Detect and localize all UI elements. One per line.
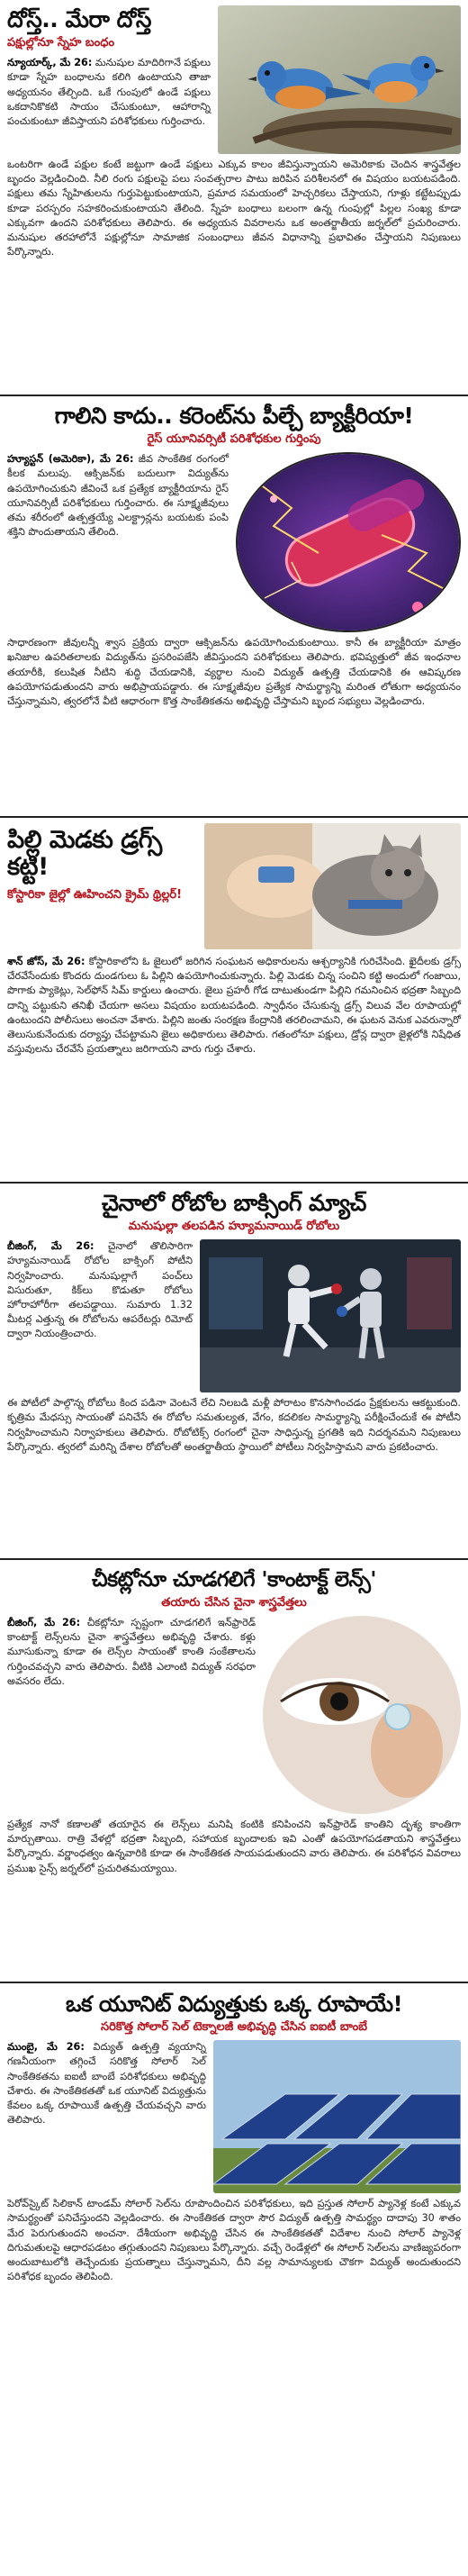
story-birds xyxy=(0,0,468,396)
headline-bacteria: గాలిని కాదు.. కరెంట్‌ను పీల్చే బ్యాక్టీరియా! xyxy=(54,403,414,429)
headline-robots: చైనాలో రోబోల బాక్సింగ్ మ్యాచ్ xyxy=(102,1190,366,1216)
text-side-birds: మనుషుల మాదిరిగానే పక్షులు కూడా స్నేహ బంధాలను కలిగి ఉంటాయని తాజా అధ్యయనం తేల్చింది. ఒకే గుంపులో ఉండే పక్షులు ఒకదానికొకటి సాయం చేసుకుంటూ, ఆహారాన్ని పంచుకుంటూ జీవిస్తాయని పరిశోధకులు గుర్తించారు. xyxy=(7,57,211,128)
body-robots: ఈ పోటీలో పాల్గొన్న రోబోలు కింద పడినా వెంటనే లేచి నిలబడి మళ్లీ పోరాటం కొనసాగించడం ప్రేక్షకులను ఆకట్టుకుంది. కృత్రిమ మేధస్సు సాయంతో పనిచేసే ఈ రోబోల సమతుల్యత, వేగం, కదలికల సామర్థ్యాన్ని పరీక్షించేందుకే ఈ పోటీని నిర్వహించామని నిర్వాహకులు తెలిపారు. రోబోటిక్స్ రంగంలో చైనా సాధిస్తున్న ప్రగతికి ఇది నిదర్శనమని నిపుణులు పేర్కొన్నారు. త్వరలో మరిన్ని దేశాల రోబోలతో అంతర్జాతీయ స్థాయిలో పోటీలు నిర్వహిస్తామని వారు ప్రకటించారు. xyxy=(7,1397,461,1453)
kicker-birds: పక్షుల్లోనూ స్నేహ బంధం xyxy=(7,36,115,50)
body-side-birds xyxy=(7,56,211,129)
body-solar: పెరోవ్‌స్కైట్ సిలికాన్ టాండమ్ సోలార్ సెల్‌ను రూపొందించిన పరిశోధకులు, ఇది ప్రస్తుత సోలార్ ప్యానెళ్ల కంటే ఎక్కువ సామర్థ్యంతో పనిచేస్తుందని వెల్లడించారు. ఈ సాంకేతికత ద్వారా సౌర విద్యుత్ ఉత్పత్తి సామర్థ్యం దాదాపు 30 శాతం మేర పెరుగుతుందని అంచనా. దేశీయంగా అభివృద్ధి చేసిన ఈ సాంకేతికతతో విదేశాల నుంచి సోలార్ ప్యానెళ్ల దిగుమతులపై ఆధారపడటం తగ్గుతుందని నిపుణులు పేర్కొన్నారు. వచ్చే రెండేళ్లలో ఈ సోలార్ సెల్‌లను వాణిజ్యపరంగా అందుబాటులోకి తెచ్చేందుకు ప్రయత్నాలు చేస్తున్నామని, దీని వల్ల సామాన్యులకు చౌకగా విద్యుత్ అందుతుందని పరిశోధక బృందం తెలిపింది. xyxy=(7,2198,461,2283)
body-lens: ప్రత్యేక నానో కణాలతో తయారైన ఈ లెన్స్‌లు మనిషి కంటికి కనిపించని ఇన్‌ఫ్రారెడ్ కాంతిని దృశ్య కాంతిగా మార్చుతాయి. రాత్రి వేళల్లో భద్రతా సిబ్బంది, సహాయక బృందాలకు ఇవి ఎంతో ఉపయోగపడతాయని శాస్త్రవేత్తలు పేర్కొన్నారు. వర్ణాంధత్వం ఉన్నవారికి కూడా ఈ సాంకేతికత సాయపడుతుందని వారు తెలిపారు. ఈ పరిశోధన వివరాలు ప్రముఖ సైన్స్ జర్నల్‌లో ప్రచురితమయ్యాయి. xyxy=(7,1819,461,1874)
story-lens xyxy=(0,1560,468,1983)
dateline-cat: శాన్ జోస్, మే 26: xyxy=(7,956,86,967)
body-side-solar xyxy=(7,2040,206,2193)
cat-illustration xyxy=(204,823,461,949)
dateline-bacteria: హ్యూస్టన్ (అమెరికా), మే 26: xyxy=(7,453,134,466)
story-robots xyxy=(0,1184,468,1560)
body-side-lens xyxy=(7,1616,256,1814)
bacteria-illustration xyxy=(238,454,461,632)
bacteria-image xyxy=(236,452,461,632)
story-cat xyxy=(0,818,468,1184)
text-side-robots: చైనాలో తొలిసారిగా హ్యూమనాయిడ్ రోబోల బాక్సింగ్ పోటీని నిర్వహించారు. మనుషుల్లాగే పంచ్‌లు విసురుతూ, కిక్‌లు కొడుతూ రోబోలు హోరాహోరీగా తలపడ్డాయి. సుమారు 1.32 మీటర్ల ఎత్తున్న ఈ రోబోలను ఆపరేటర్లు రిమోట్ ద్వారా నియంత్రించారు. xyxy=(7,1240,193,1340)
solar-panels-illustration xyxy=(213,2040,461,2193)
eye-lens-image xyxy=(263,1616,461,1814)
text-cat: కోస్టారికాలోని ఓ జైలులో జరిగిన సంఘటన అధికారులను ఆశ్చర్యానికి గురిచేసింది. ఖైదీలకు డ్రగ్స్ చేరవేసేందుకు కొందరు దుండగులు ఓ పిల్లిని ఉపయోగించుకున్నారు. పిల్లి మెడకు చిన్న సంచిని కట్టి అందులో గంజాయి, పొగాకు ప్యాకెట్లు, సెల్‌ఫోన్ సిమ్ కార్డులు ఉంచారు. జైలు ప్రహరీ గోడ దాటుతుండగా పిల్లిని గమనించిన భద్రతా సిబ్బంది దాన్ని పట్టుకుని తనిఖీ చేయగా అసలు విషయం బయటపడింది. స్వాధీనం చేసుకున్న డ్రగ్స్ విలువ వేల రూపాయల్లో ఉంటుందని పోలీసులు అంచనా వేశారు. పిల్లిని జంతు సంరక్షణ కేంద్రానికి తరలించామని, ఈ ఘటన వెనుక ఎవరున్నారో తెలుసుకునేందుకు దర్యాప్తు చేపట్టామని జైలు అధికారులు తెలిపారు. గతంలోనూ పక్షులు, డ్రోన్ల ద్వారా జైళ్లలోకి నిషేధిత వస్తువులను చేరవేసే ప్రయత్నాలు జరిగాయని వారు గుర్తు చేశారు. xyxy=(7,956,461,1056)
text-side-solar: విద్యుత్ ఉత్పత్తి వ్యయాన్ని గణనీయంగా తగ్గించే సరికొత్త సోలార్ సెల్ సాంకేతికతను ఐఐటీ బాంబే పరిశోధకులు అభివృద్ధి చేశారు. ఈ సాంకేతికతతో ఒక యూనిట్ విద్యుత్తును కేవలం ఒక్క రూపాయికే ఉత్పత్తి చేయవచ్చని వారు తెలిపారు. xyxy=(7,2041,206,2127)
body-cat xyxy=(7,955,461,1057)
solar-panels-image xyxy=(213,2040,461,2193)
story-bacteria xyxy=(0,396,468,818)
body-birds: ఒంటరిగా ఉండే పక్షుల కంటే జట్టుగా ఉండే పక్షులు ఎక్కువ కాలం జీవిస్తున్నాయని అమెరికాకు చెందిన శాస్త్రవేత్తల బృందం వెల్లడించింది. నీలి రంగు పక్షులపై పలు సంవత్సరాల పాటు జరిపిన పరిశీలనలో ఈ విషయం బయటపడింది. పక్షులు తమ స్నేహితులను గుర్తుపెట్టుకుంటాయని, ప్రమాద సమయంలో హెచ్చరికలు చేస్తాయని, గూళ్లు కట్టేటప్పుడు కూడా పరస్పరం సహకరించుకుంటాయని తేలింది. స్నేహ బంధాలు బలంగా ఉన్న గుంపుల్లో పిల్లల సంఖ్య కూడా ఎక్కువగా ఉందని పరిశోధకులు తెలిపారు. ఈ అధ్యయన వివరాలను ఒక అంతర్జాతీయ జర్నల్‌లో ప్రచురించారు. మనుషుల తరహాలోనే పక్షుల్లోనూ సామాజిక సంబంధాలు జీవన విధానాన్ని ప్రభావితం చేస్తాయని నిపుణులు పేర్కొన్నారు. xyxy=(7,159,461,259)
kicker-robots: మనుషుల్లా తలపడిన హ్యూమనాయిడ్ రోబోలు xyxy=(128,1220,340,1233)
body-side-robots xyxy=(7,1239,193,1392)
cat-image xyxy=(204,823,461,949)
kicker-solar: సరికొత్త సోలార్ సెల్ టెక్నాలజీ అభివృద్ధి చేసిన ఐఐటీ బాంబే xyxy=(100,2019,367,2034)
kicker-cat: కోస్టారికా జైల్లో ఊహించని క్రైమ్ థ్రిల్లర్! xyxy=(7,888,183,903)
headline-lens: చీకట్లోనూ చూడగలిగే 'కాంటాక్ట్ లెన్స్' xyxy=(92,1568,376,1592)
robots-image xyxy=(200,1239,461,1392)
story-solar xyxy=(0,1983,468,2576)
dateline-lens: బీజింగ్, మే 26: xyxy=(7,1617,81,1628)
headline-birds: దోస్త్.. మేరా దోస్త్ xyxy=(7,6,151,32)
headline-solar: ఒక యూనిట్ విద్యుత్తుకు ఒక్క రూపాయే! xyxy=(65,1991,403,2017)
bluebirds-image xyxy=(218,5,461,154)
text-side-lens: చీకట్లోనూ స్పష్టంగా చూడగలిగే ఇన్‌ఫ్రారెడ్ కాంటాక్ట్ లెన్స్‌లను చైనా శాస్త్రవేత్తలు అభివృద్ధి చేశారు. కళ్లు మూసుకున్నా కూడా ఈ లెన్స్‌ల సాయంతో కాంతి సంకేతాలను గుర్తించవచ్చని వారు తెలిపారు. వీటికి ఎలాంటి విద్యుత్ సరఫరా అవసరం లేదు. xyxy=(7,1617,256,1687)
eye-lens-illustration xyxy=(263,1616,461,1814)
headline-cat: పిల్లి మెడకు డ్రగ్స్ కట్టి! xyxy=(7,826,162,882)
bluebirds-illustration xyxy=(218,5,461,154)
dateline-robots: బీజింగ్, మే 26: xyxy=(7,1240,94,1253)
dateline-solar: ముంబై, మే 26: xyxy=(7,2041,85,2054)
body-side-bacteria xyxy=(7,452,229,632)
text-side-bacteria: జీవ సాంకేతిక రంగంలో కీలక మలుపు. ఆక్సిజన్‌కు బదులుగా విద్యుత్‌ను ఉపయోగించుకుని జీవించే ఒక ప్రత్యేక బ్యాక్టీరియాను రైస్ యూనివర్సిటీ పరిశోధకులు గుర్తించారు. ఈ సూక్ష్మజీవులు తమ శరీరంలో ఉత్పత్తయ్యే ఎలక్ట్రాన్లను బయటకు పంపి శక్తిని పొందుతాయని తేలింది. xyxy=(7,453,230,539)
body-bacteria: సాధారణంగా జీవులన్నీ శ్వాస ప్రక్రియ ద్వారా ఆక్సిజన్‌ను ఉపయోగించుకుంటాయి. కానీ ఈ బ్యాక్టీరియా మాత్రం ఖనిజాల ఉపరితలాలకు విద్యుత్‌ను ప్రసరింపజేసి జీవిస్తుందని పరిశోధకులు తెలిపారు. భవిష్యత్తులో జీవ ఇంధనాల తయారీకి, కలుషిత నీటిని శుద్ధి చేయడానికి, వ్యర్థాల నుంచి విద్యుత్ ఉత్పత్తి చేయడానికి ఈ ఆవిష్కరణ ఉపయోగపడుతుందని వారు అభిప్రాయపడ్డారు. ఈ సూక్ష్మజీవుల ప్రత్యేక సామర్థ్యాన్ని మరింత లోతుగా అధ్యయనం చేస్తున్నామని, త్వరలోనే వీటి ఆధారంగా కొత్త సాంకేతికతను అభివృద్ధి చేస్తామని బృంద సభ్యులు వెల్లడించారు. xyxy=(7,637,461,708)
dateline-birds: న్యూయార్క్, మే 26: xyxy=(7,57,93,69)
robots-illustration xyxy=(200,1239,461,1392)
kicker-bacteria: రైస్ యూనివర్సిటీ పరిశోధకుల గుర్తింపు xyxy=(147,432,321,446)
kicker-lens: తయారు చేసిన చైనా శాస్త్రవేత్తలు xyxy=(161,1595,307,1610)
